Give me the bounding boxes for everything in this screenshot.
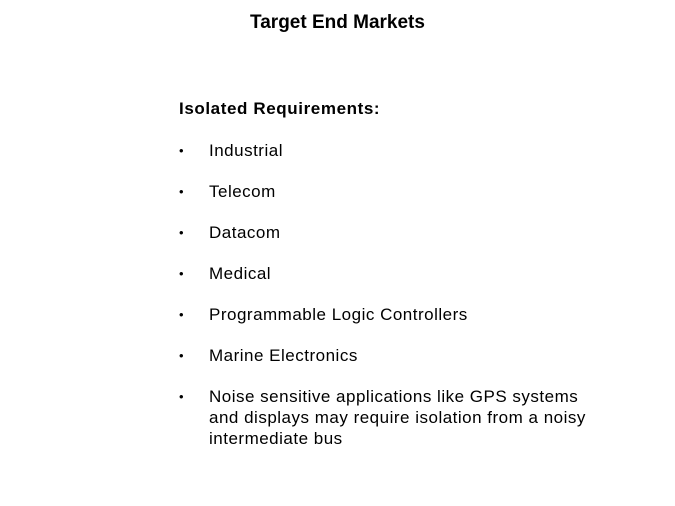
bullet-icon: •	[179, 184, 185, 199]
list-item-label: Medical	[209, 264, 272, 283]
list-item-label: Programmable Logic Controllers	[209, 305, 468, 324]
list-item-telecom	[179, 181, 599, 202]
list-item-noise-sensitive	[179, 386, 599, 449]
list-item-label: Industrial	[209, 141, 283, 160]
bullet-list	[179, 140, 599, 469]
list-item-industrial	[179, 140, 599, 161]
list-item-label: Telecom	[209, 182, 276, 201]
list-item-label: Datacom	[209, 223, 281, 242]
bullet-icon: •	[179, 143, 185, 158]
bullet-icon: •	[179, 389, 185, 404]
bullet-icon: •	[179, 348, 185, 363]
list-item-marine	[179, 345, 599, 366]
list-item-plc	[179, 304, 599, 325]
slide-title: Target End Markets	[250, 12, 425, 33]
section-heading: Isolated Requirements:	[179, 99, 381, 118]
bullet-icon: •	[179, 225, 185, 240]
bullet-icon: •	[179, 266, 185, 281]
list-item-label: Marine Electronics	[209, 346, 358, 365]
list-item-datacom	[179, 222, 599, 243]
list-item-medical	[179, 263, 599, 284]
bullet-icon: •	[179, 307, 185, 322]
list-item-label: Noise sensitive applications like GPS systems and displays may require isolation from a noisy intermediate bus	[209, 387, 586, 448]
